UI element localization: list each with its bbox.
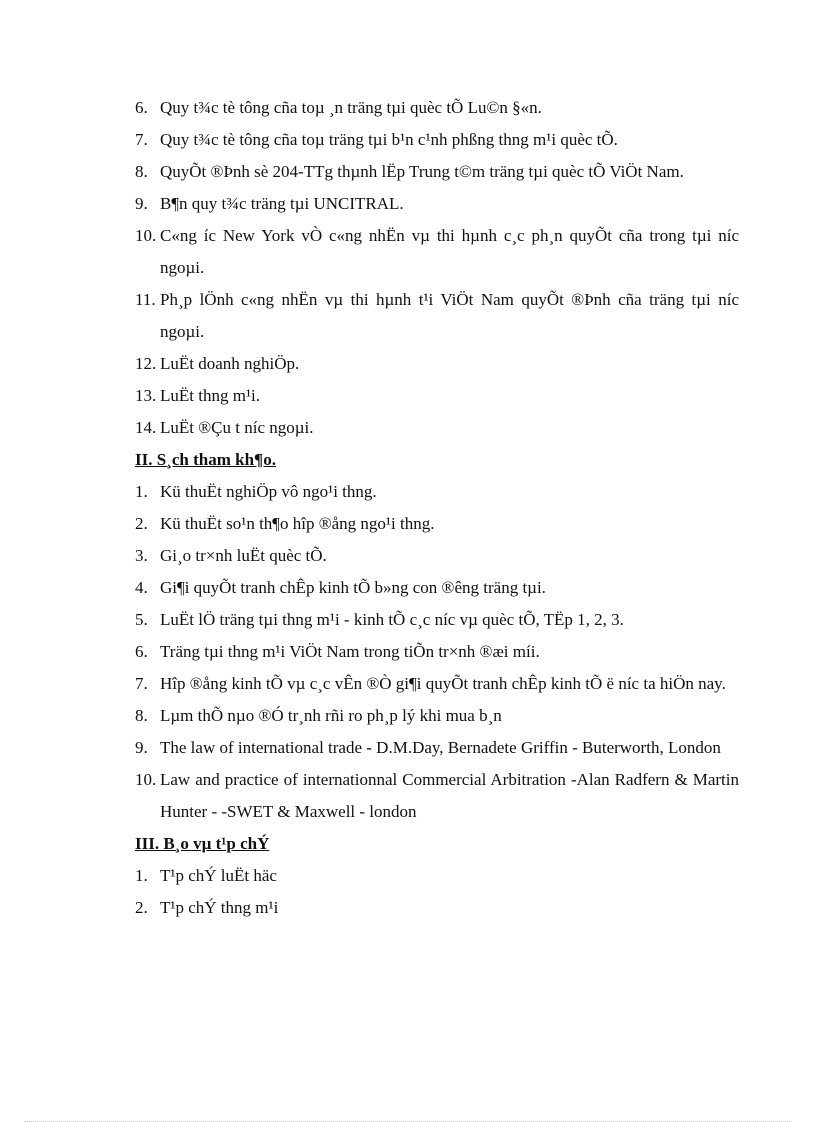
list-item-text: The law of international trade - D.M.Day, Bernadete Griffin - Buterworth, London — [160, 738, 721, 757]
list-item-text: T¹p chÝ luËt häc — [160, 866, 277, 885]
list-item-text: C«ng íc New York vÒ c«ng nhËn vµ thi hµnh c¸c ph¸n quyÕt cña trong tµi níc ngoµi. — [160, 226, 739, 277]
list-item — [135, 92, 739, 124]
list-item — [135, 668, 739, 700]
list-item — [135, 188, 739, 220]
list-item-text: Kü thuËt so¹n th¶o hîp ®ång ngo¹i thng. — [160, 514, 435, 533]
list-item — [135, 508, 739, 540]
list-item — [135, 604, 739, 636]
document-body — [135, 92, 739, 924]
list-item-number: 10. — [135, 770, 157, 789]
list-item — [135, 860, 739, 892]
list-item-number: 11. — [135, 290, 156, 309]
list-item — [135, 636, 739, 668]
section-heading-periodicals: III. B¸o vµ t¹p chÝ — [135, 834, 270, 853]
list-item — [135, 412, 739, 444]
list-item — [135, 124, 739, 156]
list-item — [135, 892, 739, 924]
list-item-text: Quy t¾c tè tông cña toµ träng tµi b¹n c¹nh phßng thng m¹i quèc tÕ. — [160, 130, 618, 149]
list-item-text: Gi¸o tr×nh luËt quèc tÕ. — [160, 546, 327, 565]
list-item-text: Quy t¾c tè tông cña toµ ¸n träng tµi quèc tÕ Lu©n §«n. — [160, 98, 542, 117]
list-item-number: 9. — [135, 738, 148, 757]
list-item-number: 6. — [135, 642, 148, 661]
list-item-number: 13. — [135, 386, 157, 405]
list-item — [135, 156, 739, 188]
list-item — [135, 700, 739, 732]
list-item-number: 8. — [135, 706, 148, 725]
list-item-number: 7. — [135, 130, 148, 149]
list-item-text: T¹p chÝ thng m¹i — [160, 898, 279, 917]
legal-documents-list — [135, 92, 739, 444]
list-item-text: Hîp ®ång kinh tÕ vµ c¸c vÊn ®Ò gi¶i quyÕt tranh chÊp kinh tÕ ë níc ta hiÖn nay. — [160, 674, 726, 693]
list-item-number: 10. — [135, 226, 157, 245]
list-item — [135, 764, 739, 828]
section-heading-references: II. S¸ch tham kh¶o. — [135, 450, 276, 469]
list-item-text: Law and practice of internationnal Commercial Arbitration -Alan Radfern & Martin Hunter - -SWET & Maxwell - london — [160, 770, 739, 821]
reference-books-list — [135, 476, 739, 828]
list-item-number: 2. — [135, 514, 148, 533]
list-item — [135, 284, 739, 348]
list-item-number: 1. — [135, 866, 148, 885]
list-item-number: 8. — [135, 162, 148, 181]
list-item — [135, 732, 739, 764]
list-item — [135, 220, 739, 284]
list-item-text: Gi¶i quyÕt tranh chÊp kinh tÕ b»ng con ®êng träng tµi. — [160, 578, 546, 597]
list-item-number: 9. — [135, 194, 148, 213]
list-item-number: 7. — [135, 674, 148, 693]
list-item-number: 1. — [135, 482, 148, 501]
list-item-text: LuËt lÖ träng tµi thng m¹i - kinh tÕ c¸c níc vµ quèc tÕ, TËp 1, 2, 3. — [160, 610, 624, 629]
list-item-number: 2. — [135, 898, 148, 917]
periodicals-list — [135, 860, 739, 924]
list-item — [135, 572, 739, 604]
list-item-text: Ph¸p lÖnh c«ng nhËn vµ thi hµnh t¹i ViÖt Nam quyÕt ®Þnh cña träng tµi níc ngoµi. — [160, 290, 739, 341]
list-item-number: 12. — [135, 354, 157, 373]
page-bottom-border — [24, 1121, 792, 1122]
list-item — [135, 476, 739, 508]
list-item-text: LuËt doanh nghiÖp. — [160, 354, 300, 373]
list-item-text: B¶n quy t¾c träng tµi UNCITRAL. — [160, 194, 404, 213]
list-item-number: 6. — [135, 98, 148, 117]
list-item-text: Träng tµi thng m¹i ViÖt Nam trong tiÕn tr×nh ®æi míi. — [160, 642, 540, 661]
list-item-text: QuyÕt ®Þnh sè 204-TTg thµnh lËp Trung t©m träng tµi quèc tÕ ViÖt Nam. — [160, 162, 684, 181]
list-item — [135, 540, 739, 572]
list-item — [135, 348, 739, 380]
list-item-text: LuËt thng m¹i. — [160, 386, 261, 405]
list-item-number: 4. — [135, 578, 148, 597]
list-item-text: Lµm thÕ nµo ®Ó tr¸nh rñi ro ph¸p lý khi mua b¸n — [160, 706, 502, 725]
list-item-text: Kü thuËt nghiÖp vô ngo¹i thng. — [160, 482, 377, 501]
list-item-number: 5. — [135, 610, 148, 629]
list-item-number: 14. — [135, 418, 157, 437]
list-item — [135, 380, 739, 412]
list-item-number: 3. — [135, 546, 148, 565]
list-item-text: LuËt ®Çu t níc ngoµi. — [160, 418, 314, 437]
